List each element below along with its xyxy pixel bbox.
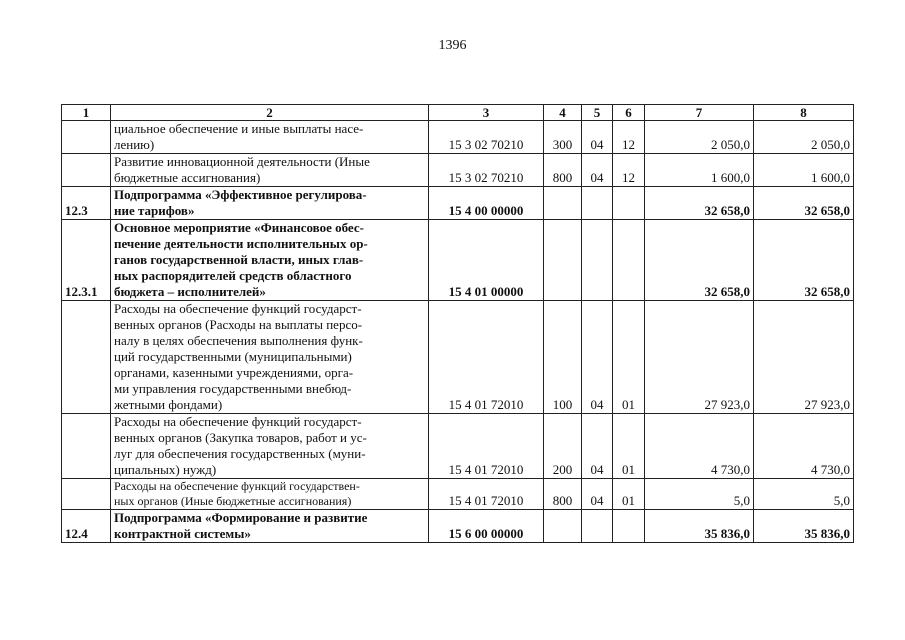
- budget-table: [61, 104, 854, 543]
- amount-cell: 4 730,0: [754, 414, 854, 479]
- amount-cell: 1 600,0: [754, 154, 854, 187]
- item-name-line: Развитие инновационной деятельности (Иные: [114, 154, 370, 169]
- subsection-cell: 01: [613, 479, 645, 510]
- target-code-cell: 15 4 01 00000: [429, 220, 544, 301]
- item-name-line: Расходы на обеспечение функций государст-: [114, 414, 362, 429]
- item-name-cell: [111, 301, 429, 414]
- item-name-line: бюджетные ассигнования): [114, 170, 261, 185]
- amount-cell: 32 658,0: [754, 187, 854, 220]
- row-number-cell: 12.4: [62, 510, 111, 543]
- amount-cell: 4 730,0: [645, 414, 754, 479]
- amount-cell: 32 658,0: [645, 220, 754, 301]
- item-name-line: Подпрограмма «Формирование и развитие: [114, 510, 368, 525]
- table-body: [62, 121, 854, 543]
- item-name-cell: [111, 121, 429, 154]
- amount-cell: 32 658,0: [645, 187, 754, 220]
- item-name-line: Подпрограмма «Эффективное регулирова-: [114, 187, 367, 202]
- item-name-line: налу в целях обеспечения выполнения функ-: [114, 333, 363, 348]
- item-name-line: контрактной системы»: [114, 526, 251, 541]
- subsection-cell: [613, 510, 645, 543]
- section-cell: [582, 220, 613, 301]
- amount-cell: 27 923,0: [645, 301, 754, 414]
- item-name-line: ных распорядителей средств областного: [114, 268, 352, 283]
- row-number-cell: [62, 479, 111, 510]
- amount-cell: 32 658,0: [754, 220, 854, 301]
- expense-type-cell: 100: [544, 301, 582, 414]
- item-name-cell: [111, 220, 429, 301]
- item-name-line: ние тарифов»: [114, 203, 195, 218]
- header-cell: 3: [429, 105, 544, 121]
- expense-type-cell: 300: [544, 121, 582, 154]
- table-row: [62, 220, 854, 301]
- subsection-cell: 12: [613, 154, 645, 187]
- item-name-line: органами, казенными учреждениями, орга-: [114, 365, 354, 380]
- target-code-cell: 15 4 01 72010: [429, 479, 544, 510]
- target-code-cell: 15 6 00 00000: [429, 510, 544, 543]
- table-row: [62, 479, 854, 510]
- header-cell: 2: [111, 105, 429, 121]
- item-name-line: венных органов (Расходы на выплаты персо-: [114, 317, 363, 332]
- table-row: [62, 414, 854, 479]
- header-cell: 8: [754, 105, 854, 121]
- header-cell: 7: [645, 105, 754, 121]
- target-code-cell: 15 3 02 70210: [429, 154, 544, 187]
- header-row: [62, 105, 854, 121]
- subsection-cell: [613, 220, 645, 301]
- section-cell: 04: [582, 414, 613, 479]
- section-cell: [582, 510, 613, 543]
- item-name-cell: [111, 479, 429, 510]
- target-code-cell: 15 3 02 70210: [429, 121, 544, 154]
- table-row: [62, 187, 854, 220]
- row-number-cell: [62, 414, 111, 479]
- item-name-cell: [111, 154, 429, 187]
- item-name-line: ных органов (Иные бюджетные ассигнования): [114, 494, 352, 508]
- item-name-line: ганов государственной власти, иных глав-: [114, 252, 364, 267]
- amount-cell: 35 836,0: [754, 510, 854, 543]
- subsection-cell: 01: [613, 301, 645, 414]
- table-row: [62, 510, 854, 543]
- section-cell: 04: [582, 154, 613, 187]
- row-number-cell: [62, 121, 111, 154]
- subsection-cell: [613, 187, 645, 220]
- item-name-line: Расходы на обеспечение функций государст-: [114, 301, 362, 316]
- item-name-line: лению): [114, 137, 155, 152]
- amount-cell: 5,0: [754, 479, 854, 510]
- header-cell: 5: [582, 105, 613, 121]
- amount-cell: 1 600,0: [645, 154, 754, 187]
- section-cell: [582, 187, 613, 220]
- expense-type-cell: [544, 510, 582, 543]
- amount-cell: 2 050,0: [754, 121, 854, 154]
- expense-type-cell: 800: [544, 154, 582, 187]
- section-cell: 04: [582, 301, 613, 414]
- item-name-line: печение деятельности исполнительных ор-: [114, 236, 368, 251]
- section-cell: 04: [582, 121, 613, 154]
- expense-type-cell: [544, 220, 582, 301]
- table-row: [62, 121, 854, 154]
- row-number-cell: [62, 154, 111, 187]
- item-name-line: Расходы на обеспечение функций государствен-: [114, 479, 360, 493]
- header-cell: 4: [544, 105, 582, 121]
- row-number-cell: [62, 301, 111, 414]
- subsection-cell: 12: [613, 121, 645, 154]
- target-code-cell: 15 4 01 72010: [429, 301, 544, 414]
- item-name-line: циальное обеспечение и иные выплаты насе-: [114, 121, 364, 136]
- item-name-line: Основное мероприятие «Финансовое обес-: [114, 220, 364, 235]
- page-number: 1396: [438, 38, 467, 53]
- target-code-cell: 15 4 01 72010: [429, 414, 544, 479]
- item-name-line: венных органов (Закупка товаров, работ и ус-: [114, 430, 367, 445]
- expense-type-cell: 800: [544, 479, 582, 510]
- item-name-line: жетными фондами): [114, 397, 223, 412]
- row-number-cell: 12.3: [62, 187, 111, 220]
- section-cell: 04: [582, 479, 613, 510]
- item-name-line: бюджета – исполнителей»: [114, 284, 266, 299]
- item-name-line: ципальных) нужд): [114, 462, 217, 477]
- amount-cell: 5,0: [645, 479, 754, 510]
- target-code-cell: 15 4 00 00000: [429, 187, 544, 220]
- item-name-cell: [111, 510, 429, 543]
- expense-type-cell: [544, 187, 582, 220]
- amount-cell: 27 923,0: [754, 301, 854, 414]
- subsection-cell: 01: [613, 414, 645, 479]
- table-row: [62, 301, 854, 414]
- item-name-line: ми управления государственными внебюд-: [114, 381, 352, 396]
- row-number-cell: 12.3.1: [62, 220, 111, 301]
- header-cell: 6: [613, 105, 645, 121]
- amount-cell: 2 050,0: [645, 121, 754, 154]
- table-row: [62, 154, 854, 187]
- item-name-line: луг для обеспечения государственных (муни-: [114, 446, 366, 461]
- item-name-cell: [111, 414, 429, 479]
- item-name-line: ций государственными (муниципальными): [114, 349, 352, 364]
- header-cell: 1: [62, 105, 111, 121]
- amount-cell: 35 836,0: [645, 510, 754, 543]
- expense-type-cell: 200: [544, 414, 582, 479]
- item-name-cell: [111, 187, 429, 220]
